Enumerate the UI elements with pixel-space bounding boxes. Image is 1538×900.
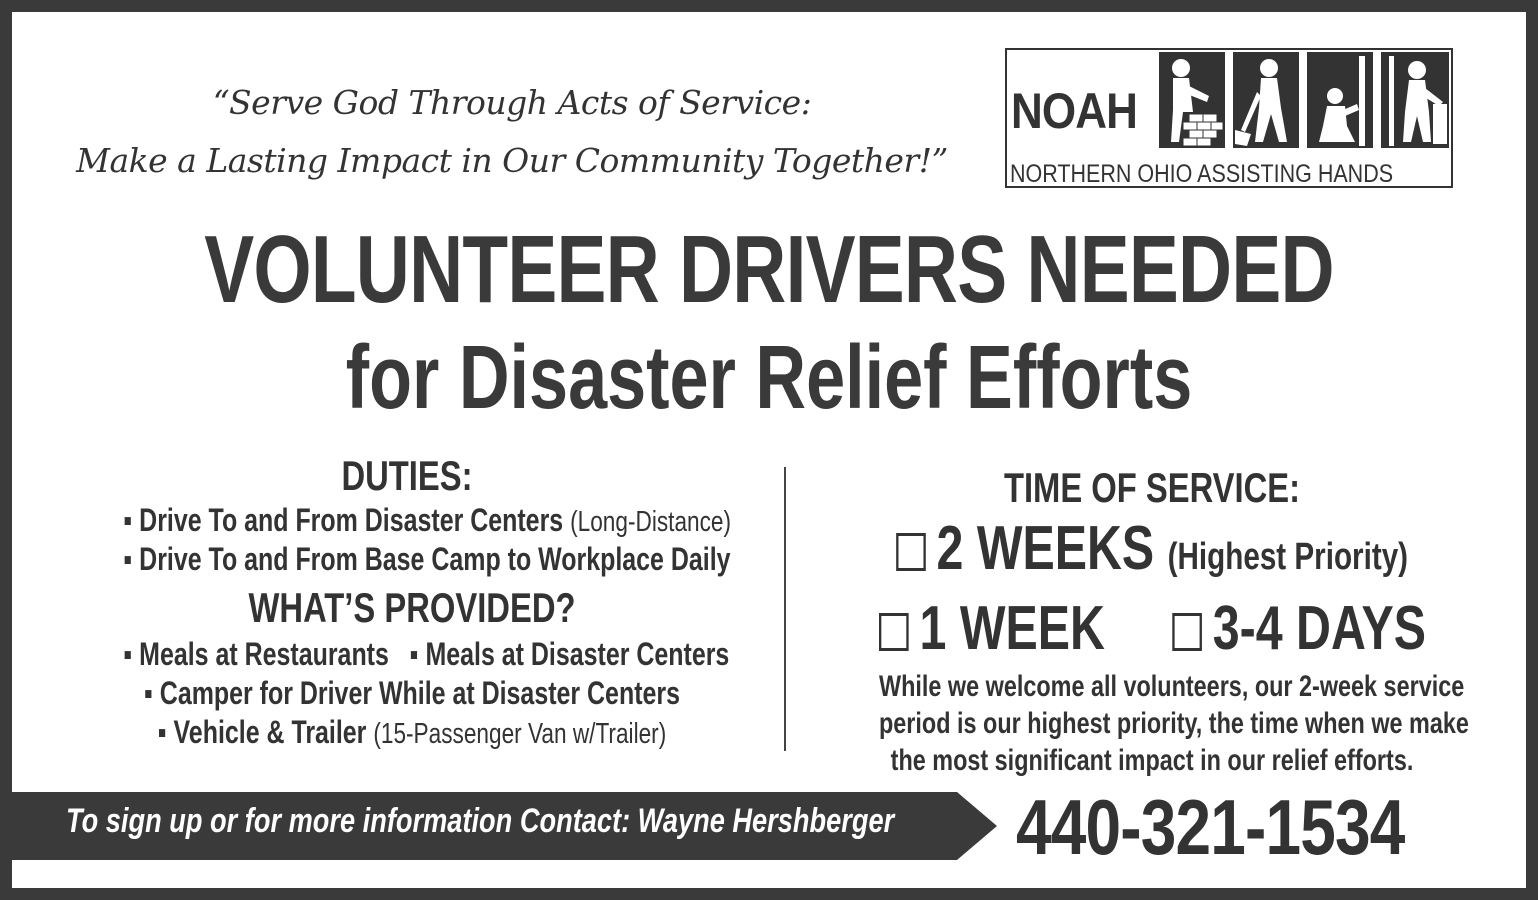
checkbox-2-weeks[interactable]	[896, 533, 926, 571]
column-divider	[784, 467, 786, 751]
option-label: 2 WEEKS	[936, 514, 1155, 583]
duty-item	[123, 502, 732, 539]
provided-vehicle-note: (15-Passenger Van w/Trailer)	[373, 718, 667, 750]
provided-meals-restaurants: ▪ Meals at Restaurants	[123, 636, 389, 672]
flyer	[12, 12, 1526, 888]
provided-title: WHAT’S PROVIDED?	[248, 584, 576, 631]
headline-sub: for Disaster Relief Efforts	[345, 328, 1193, 428]
checkbox-1-week[interactable]	[879, 613, 909, 651]
volunteer-figures-icon	[1159, 52, 1451, 148]
quote-line-1: “Serve God Through Acts of Service:	[212, 83, 812, 122]
option-note: (Highest Priority)	[1167, 536, 1409, 578]
checkbox-3-4-days[interactable]	[1172, 613, 1202, 651]
service-title: TIME OF SERVICE:	[1003, 464, 1301, 511]
provided-vehicle: ▪ Vehicle & Trailer	[157, 714, 367, 750]
service-column	[802, 452, 1502, 779]
duties-column	[42, 452, 782, 751]
service-blurb-line: the most significant impact in our relief efforts.	[890, 744, 1414, 777]
duties-title: DUTIES:	[341, 452, 473, 499]
duty-item	[123, 541, 731, 578]
phone-number[interactable]: 440-321-1534	[1016, 783, 1405, 871]
duty-text: ▪ Drive To and From Disaster Centers	[123, 502, 564, 538]
service-option-2-weeks	[879, 512, 1425, 594]
logo-wordmark: NOAH	[1011, 83, 1138, 139]
provided-item	[123, 636, 730, 673]
noah-logo	[1005, 48, 1453, 188]
service-blurb-line: While we welcome all volunteers, our 2-week service	[879, 670, 1465, 703]
option-label: 3-4 DAYS	[1212, 594, 1426, 663]
provided-item	[123, 714, 700, 751]
duty-text: ▪ Drive To and From Base Camp to Workplace Daily	[123, 541, 731, 577]
provided-item: ▪ Camper for Driver While at Disaster Centers	[144, 675, 680, 711]
tagline-quote	[52, 74, 972, 190]
quote-line-2: Make a Lasting Impact in Our Community Together!”	[76, 141, 948, 180]
logo-tagline: NORTHERN OHIO ASSISTING HANDS	[1010, 160, 1394, 188]
headline-main: VOLUNTEER DRIVERS NEEDED	[204, 216, 1334, 323]
provided-meals-centers: ▪ Meals at Disaster Centers	[409, 636, 730, 672]
duty-note: (Long-Distance)	[570, 506, 732, 538]
option-label: 1 WEEK	[919, 594, 1105, 663]
service-options-row	[879, 592, 1425, 666]
service-blurb-line: period is our highest priority, the time when we make	[879, 707, 1469, 740]
contact-banner-text: To sign up or for more information Contact: Wayne Hershberger	[66, 802, 895, 840]
